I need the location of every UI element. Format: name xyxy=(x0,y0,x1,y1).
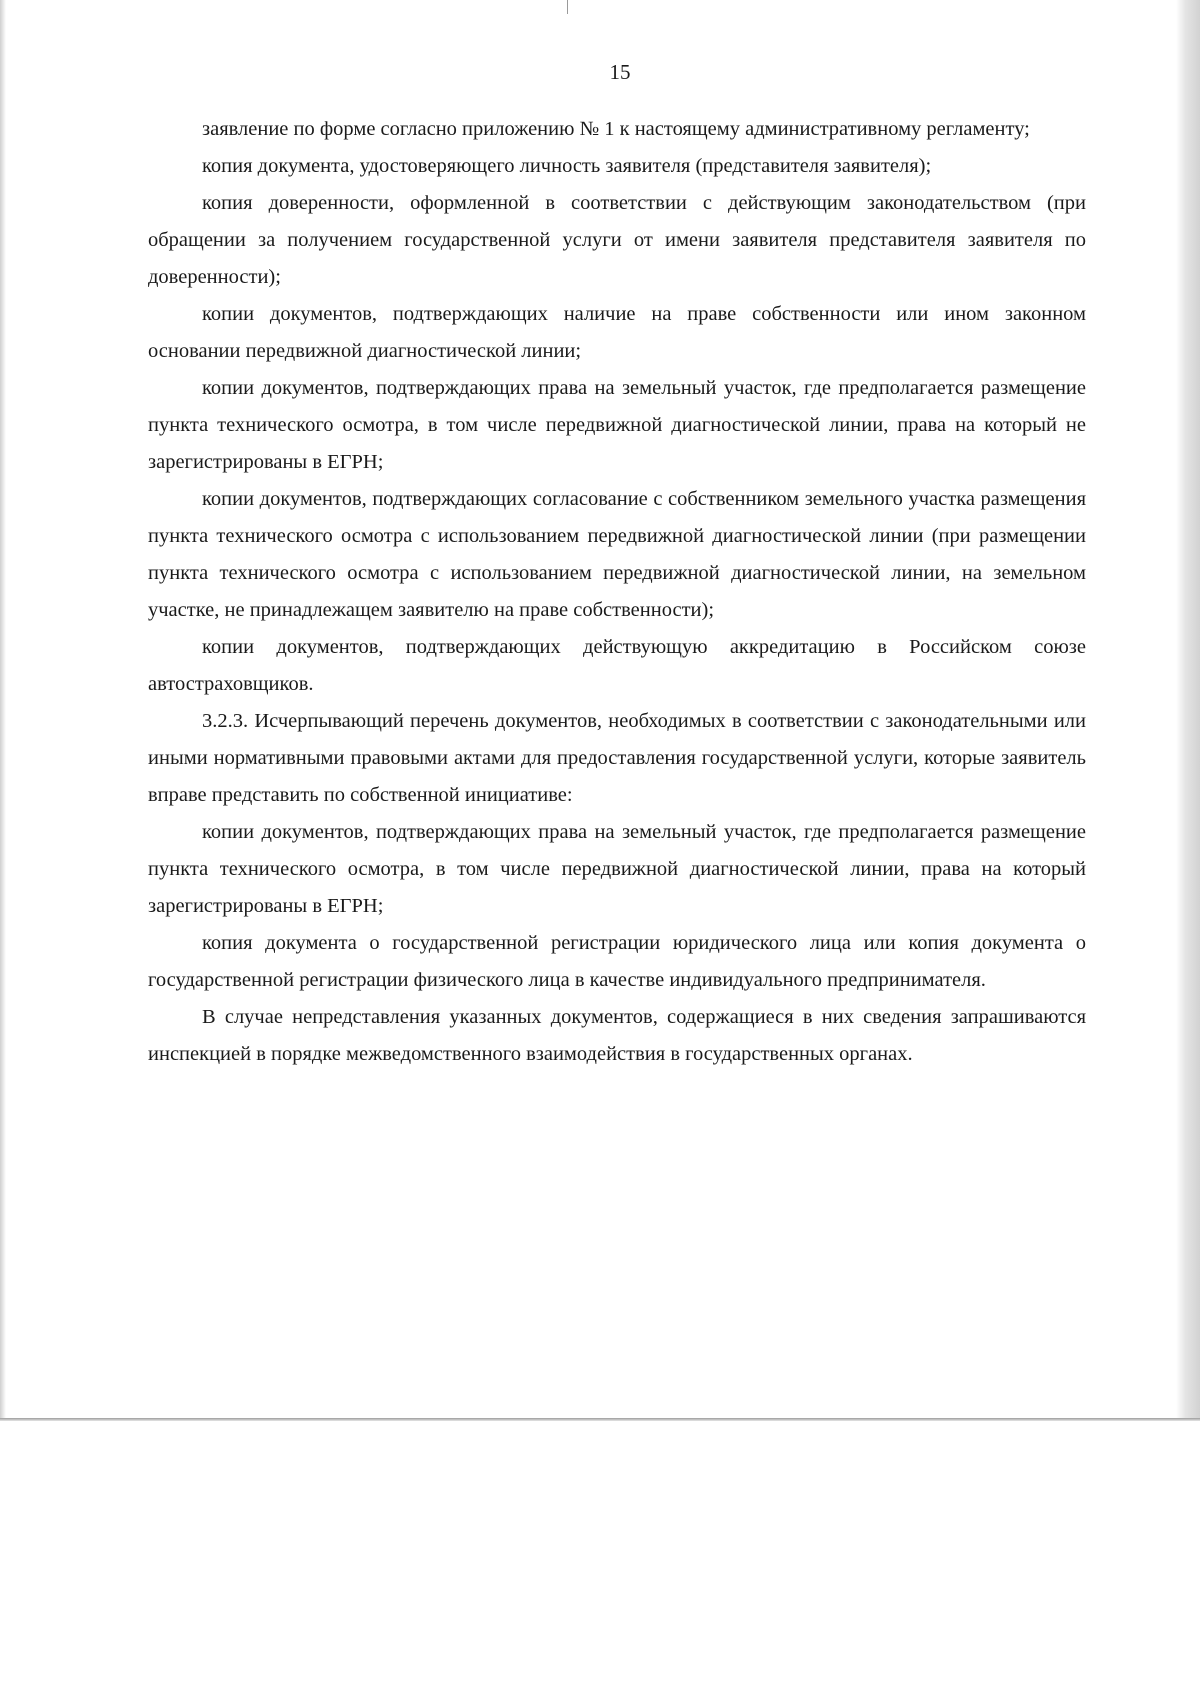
scan-right-edge-shadow xyxy=(1176,0,1200,1420)
scan-top-mark xyxy=(567,0,568,14)
paragraph-owner-consent: копии документов, подтверждающих согласование с собственником земельного участка размещения пункта технического осмотра с использованием передвижной диагностической линии (при размещении пункта технического осмотра с использованием передвижной диагностической линии, на земельном участке, не принадлежащем заявителю на праве собственности); xyxy=(148,488,1086,621)
document-body xyxy=(148,111,1086,1073)
paragraph-ownership-documents: копии документов, подтверждающих наличие на праве собственности или ином законном основании передвижной диагностической линии; xyxy=(148,303,1086,362)
paragraph-land-rights-unregistered: копии документов, подтверждающих права на земельный участок, где предполагается размещение пункта технического осмотра, в том числе передвижной диагностической линии, права на который не зарегистрированы в ЕГРН; xyxy=(148,377,1086,473)
page-number: 15 xyxy=(609,60,631,84)
paragraph-application-form: заявление по форме согласно приложению № 1 к настоящему административному регламенту; xyxy=(202,118,1030,140)
paragraph-state-registration: копия документа о государственной регистрации юридического лица или копия документа о государственной регистрации физического лица в качестве индивидуального предпринимателя. xyxy=(148,932,1086,991)
paragraph-identity-document: копия документа, удостоверяющего личность заявителя (представителя заявителя); xyxy=(202,155,932,177)
paragraph-land-rights-registered: копии документов, подтверждающих права на земельный участок, где предполагается размещение пункта технического осмотра, в том числе передвижной диагностической линии, права на который зарегистрированы в ЕГРН; xyxy=(148,821,1086,917)
scan-bottom-edge xyxy=(0,1418,1200,1421)
scan-left-edge-shadow xyxy=(0,0,6,1420)
paragraph-accreditation: копии документов, подтверждающих действующую аккредитацию в Российском союзе автостраховщиков. xyxy=(148,636,1086,695)
paragraph-interagency-request: В случае непредставления указанных документов, содержащиеся в них сведения запрашиваются инспекцией в порядке межведомственного взаимодействия в государственных органах. xyxy=(148,1006,1086,1065)
paragraph-section-3-2-3: 3.2.3. Исчерпывающий перечень документов, необходимых в соответствии с законодательными или иными нормативными правовыми актами для предоставления государственной услуги, которые заявитель вправе представить по собственной инициативе: xyxy=(148,710,1086,806)
paragraph-power-of-attorney: копия доверенности, оформленной в соответствии с действующим законодательством (при обращении за получением государственной услуги от имени заявителя представителя заявителя по доверенности); xyxy=(148,192,1086,288)
